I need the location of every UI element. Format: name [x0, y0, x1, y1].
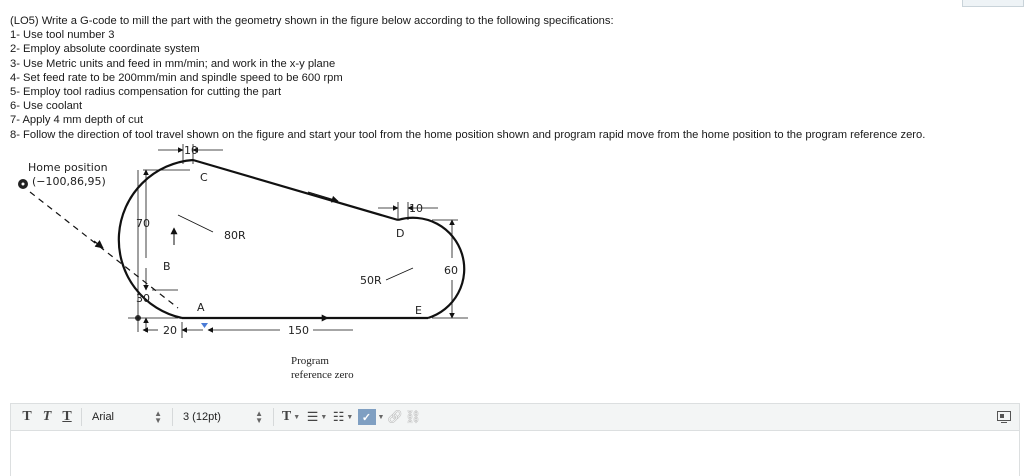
- question-line: 7- Apply 4 mm depth of cut: [10, 114, 144, 127]
- toolbar-separator: [273, 408, 274, 426]
- radius-50-leader: [386, 268, 413, 280]
- font-size-value: 3 (12pt): [183, 411, 221, 423]
- rapid-move-arrow: [94, 241, 103, 248]
- question-line: (LO5) Write a G-code to mill the part with the geometry shown in the figure below according to the following specifications:: [10, 15, 614, 27]
- remove-link-button[interactable]: ⛓︎: [404, 409, 422, 424]
- editor-toolbar: [10, 403, 1020, 431]
- font-family-value: Arial: [92, 411, 115, 423]
- dim-30: 30: [136, 292, 150, 305]
- toolbar-separator: [81, 408, 82, 426]
- text-style-button[interactable]: [278, 407, 304, 427]
- radius-80-label: 80R: [224, 229, 246, 242]
- select-arrows-icon: ▲ ▼: [154, 409, 162, 425]
- part-drawing: [8, 140, 498, 390]
- font-family-select[interactable]: [86, 407, 168, 427]
- edge-d-c: [193, 160, 398, 220]
- point-c-label: C: [200, 171, 208, 184]
- numbered-list-button[interactable]: [330, 407, 356, 427]
- program-label-2: reference zero: [291, 369, 354, 381]
- bullet-list-button[interactable]: [304, 407, 330, 427]
- chevron-down-icon: ▼: [320, 413, 328, 421]
- toolbar-separator: [172, 408, 173, 426]
- dim-70: 70: [136, 217, 150, 230]
- italic-button[interactable]: T: [42, 409, 52, 424]
- fullscreen-icon[interactable]: [995, 407, 1013, 427]
- radius-50-label: 50R: [360, 274, 382, 287]
- part-geometry-figure: [8, 140, 498, 390]
- radius-80-leader: [178, 215, 213, 232]
- arc-80r: [119, 160, 193, 318]
- text-style-icon: T: [281, 409, 292, 424]
- chevron-down-icon: ▼: [377, 413, 385, 421]
- point-a-label: A: [197, 301, 205, 314]
- direction-arrow-top: [308, 192, 338, 201]
- question-line: 4- Set feed rate to be 200mm/min and spindle speed to be 600 rpm: [10, 71, 343, 84]
- spellcheck-icon: ✓: [358, 409, 376, 425]
- numbered-list-icon: ☷: [332, 409, 345, 424]
- question-line: 2- Employ absolute coordinate system: [10, 43, 200, 56]
- dim-60: 60: [444, 264, 458, 277]
- dim-10-top: 10: [184, 144, 198, 157]
- question-line: 1- Use tool number 3: [10, 29, 115, 42]
- bullet-list-icon: ☰: [306, 409, 319, 424]
- spellcheck-button[interactable]: [356, 407, 386, 427]
- underline-button[interactable]: T: [62, 409, 72, 424]
- point-b-label: B: [163, 260, 171, 273]
- question-text: [10, 14, 1020, 142]
- question-line: 6- Use coolant: [10, 100, 83, 113]
- bold-button[interactable]: T: [22, 409, 32, 424]
- rapid-move-path: [30, 192, 178, 308]
- select-arrows-icon: ▲ ▼: [255, 409, 263, 425]
- point-d-label: D: [396, 227, 405, 240]
- home-position-label: Home position: [28, 161, 108, 174]
- insert-link-button[interactable]: 🔗︎: [386, 409, 404, 424]
- home-position-coords: (−100,86,95): [32, 175, 106, 188]
- dim-150: 150: [288, 324, 309, 337]
- corner-tab: [962, 0, 1024, 7]
- home-position-marker: [18, 179, 28, 189]
- dim-10-right: 10: [409, 202, 423, 215]
- chevron-down-icon: ▼: [346, 413, 354, 421]
- monitor-icon: [997, 411, 1011, 423]
- chevron-down-icon: ▼: [293, 413, 301, 421]
- question-line: 3- Use Metric units and feed in mm/min; and work in the x-y plane: [10, 57, 336, 70]
- point-e-label: E: [415, 304, 422, 317]
- answer-editor[interactable]: [10, 431, 1020, 476]
- dim-20: 20: [163, 324, 177, 337]
- font-size-select[interactable]: [177, 407, 269, 427]
- question-line: 8- Follow the direction of tool travel shown on the figure and start your tool from the home position shown and program rapid move from the home position to the program reference zero.: [10, 128, 926, 141]
- program-zero-marker: [201, 323, 208, 328]
- question-line: 5- Employ tool radius compensation for cutting the part: [10, 86, 282, 99]
- program-label-1: Program: [291, 355, 329, 367]
